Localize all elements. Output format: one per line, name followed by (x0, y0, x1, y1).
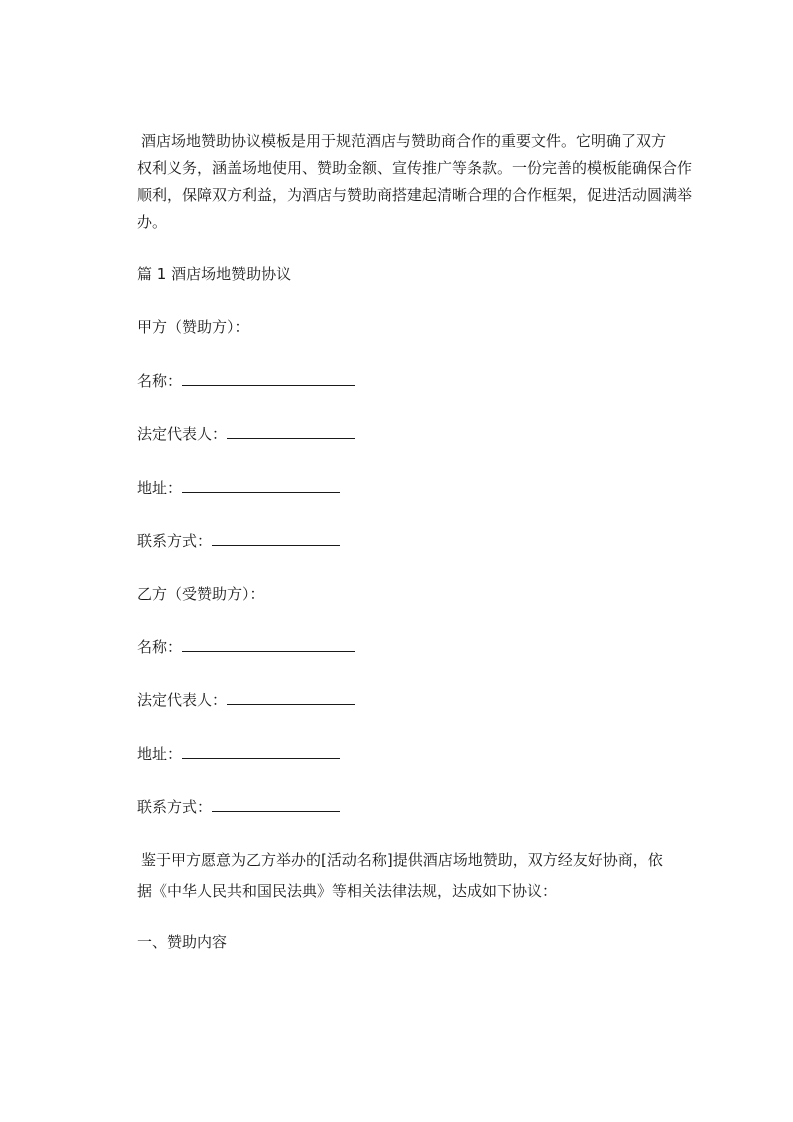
party-b-name-blank[interactable] (182, 637, 355, 652)
party-a-heading: 甲方（赞助方）： (137, 318, 250, 336)
party-a-name-field (137, 371, 355, 391)
party-a-address-blank[interactable] (182, 478, 340, 493)
party-b-contact-label: 联系方式： (137, 798, 213, 816)
party-a-name-blank[interactable] (182, 371, 355, 386)
party-a-rep-label: 法定代表人： (137, 425, 228, 443)
party-b-rep-blank[interactable] (227, 690, 355, 705)
preamble-line-2: 据《中华人民共和国民法典》等相关法律法规，达成如下协议： (137, 882, 558, 900)
party-b-address-blank[interactable] (182, 744, 340, 759)
party-b-name-label: 名称： (137, 638, 183, 656)
intro-line-1: 酒店场地赞助协议模板是用于规范酒店与赞助商合作的重要文件。它明确了双方 (141, 132, 667, 150)
party-b-heading: 乙方（受赞助方）： (137, 585, 265, 603)
party-a-name-label: 名称： (137, 372, 183, 390)
party-a-contact-label: 联系方式： (137, 532, 213, 550)
party-a-address-field (137, 478, 340, 498)
party-a-rep-blank[interactable] (227, 424, 355, 439)
party-b-address-label: 地址： (137, 745, 183, 763)
party-a-address-label: 地址： (137, 479, 183, 497)
party-b-rep-field (137, 690, 355, 710)
intro-line-4: 办。 (137, 213, 168, 231)
section-1-title: 一、赞助内容 (137, 933, 228, 951)
party-a-contact-blank[interactable] (212, 531, 340, 546)
preamble-line-1: 鉴于甲方愿意为乙方举办的[活动名称]提供酒店场地赞助，双方经友好协商，依 (141, 851, 663, 869)
party-a-rep-field (137, 424, 355, 444)
intro-line-3: 顺利，保障双方利益，为酒店与赞助商搭建起清晰合理的合作框架，促进活动圆满举 (137, 186, 693, 204)
party-b-contact-blank[interactable] (212, 797, 340, 812)
intro-line-2: 权利义务，涵盖场地使用、赞助金额、宣传推广等条款。一份完善的模板能确保合作 (137, 159, 693, 177)
party-b-address-field (137, 744, 340, 764)
party-b-contact-field (137, 797, 340, 817)
party-a-contact-field (137, 531, 340, 551)
article-title: 篇 1 酒店场地赞助协议 (137, 265, 292, 283)
party-b-rep-label: 法定代表人： (137, 691, 228, 709)
party-b-name-field (137, 637, 355, 657)
